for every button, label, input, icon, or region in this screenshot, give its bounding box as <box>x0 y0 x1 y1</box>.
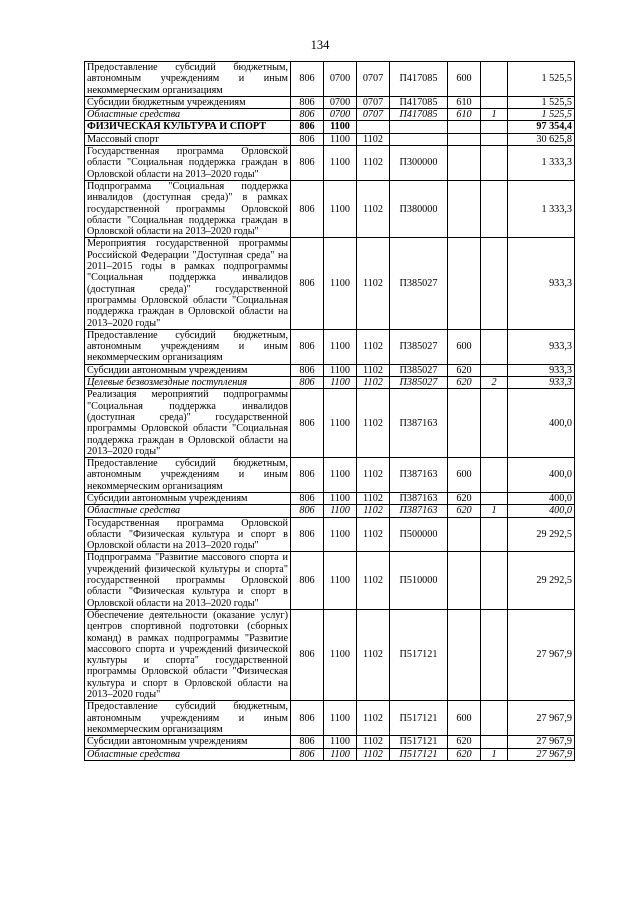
expense-type-code: 620 <box>448 492 481 504</box>
funding-source-code <box>481 133 508 145</box>
row-name: Областные средства <box>85 748 291 760</box>
target-article-code: П517121 <box>390 748 448 760</box>
amount: 1 525,5 <box>508 109 575 121</box>
amount: 30 625,8 <box>508 133 575 145</box>
section-code: 1100 <box>324 517 357 552</box>
subsection-code: 1102 <box>357 238 390 329</box>
amount: 933,3 <box>508 377 575 389</box>
table-row <box>85 389 575 458</box>
funding-source-code <box>481 238 508 329</box>
target-article-code: П517121 <box>390 609 448 700</box>
table-row <box>85 109 575 121</box>
ved-code: 806 <box>291 109 324 121</box>
subsection-code: 1102 <box>357 389 390 458</box>
amount: 400,0 <box>508 505 575 517</box>
subsection-code: 1102 <box>357 609 390 700</box>
expense-type-code <box>448 389 481 458</box>
ved-code: 806 <box>291 146 324 181</box>
amount: 933,3 <box>508 238 575 329</box>
table-row <box>85 364 575 376</box>
section-code: 0700 <box>324 109 357 121</box>
ved-code: 806 <box>291 748 324 760</box>
funding-source-code <box>481 329 508 364</box>
table-row <box>85 609 575 700</box>
table-row <box>85 133 575 145</box>
subsection-code: 1102 <box>357 748 390 760</box>
funding-source-code <box>481 736 508 748</box>
table-row <box>85 736 575 748</box>
funding-source-code <box>481 552 508 609</box>
expense-type-code <box>448 609 481 700</box>
target-article-code: П300000 <box>390 146 448 181</box>
ved-code: 806 <box>291 238 324 329</box>
section-code: 1100 <box>324 736 357 748</box>
ved-code: 806 <box>291 389 324 458</box>
row-name: Государственная программа Орловской области "Социальная поддержка граждан в Орловской области на 2013–2020 годы" <box>85 146 291 181</box>
section-code: 1100 <box>324 389 357 458</box>
amount: 1 525,5 <box>508 96 575 108</box>
section-code: 1100 <box>324 133 357 145</box>
amount: 933,3 <box>508 329 575 364</box>
subsection-code: 1102 <box>357 329 390 364</box>
page-number: 134 <box>310 38 330 52</box>
amount: 400,0 <box>508 389 575 458</box>
target-article-code: П385027 <box>390 377 448 389</box>
subsection-code: 1102 <box>357 701 390 736</box>
table-body <box>85 62 575 761</box>
funding-source-code <box>481 609 508 700</box>
amount: 933,3 <box>508 364 575 376</box>
expense-type-code: 610 <box>448 109 481 121</box>
ved-code: 806 <box>291 133 324 145</box>
table-row <box>85 552 575 609</box>
funding-source-code: 1 <box>481 505 508 517</box>
section-code: 1100 <box>324 458 357 493</box>
amount: 27 967,9 <box>508 609 575 700</box>
row-name: Субсидии автономным учреждениям <box>85 492 291 504</box>
funding-source-code: 2 <box>481 377 508 389</box>
row-name: Мероприятия государственной программы Российской Федерации "Доступная среда" на 2011–2015 годы в рамках подпрограммы "Социальная поддержка инвалидов (доступная среда)" государственной программы Орловской области "Социальная поддержка граждан в Орловской области на 2013–2020 годы" <box>85 238 291 329</box>
ved-code: 806 <box>291 458 324 493</box>
ved-code: 806 <box>291 505 324 517</box>
row-name: Подпрограмма "Социальная поддержка инвалидов (доступная среда)" в рамках государственной программы Орловской области "Социальная поддержка граждан в Орловской области на 2013–2020 годы" <box>85 180 291 237</box>
section-code: 1100 <box>324 377 357 389</box>
funding-source-code <box>481 121 508 133</box>
target-article-code <box>390 121 448 133</box>
expense-type-code: 600 <box>448 458 481 493</box>
amount: 1 333,3 <box>508 180 575 237</box>
expense-type-code: 620 <box>448 736 481 748</box>
amount: 1 525,5 <box>508 62 575 97</box>
subsection-code: 1102 <box>357 146 390 181</box>
amount: 400,0 <box>508 492 575 504</box>
row-name: Субсидии автономным учреждениям <box>85 736 291 748</box>
ved-code: 806 <box>291 329 324 364</box>
section-code: 1100 <box>324 505 357 517</box>
expense-type-code: 600 <box>448 62 481 97</box>
subsection-code <box>357 121 390 133</box>
table-row <box>85 62 575 97</box>
funding-source-code <box>481 517 508 552</box>
target-article-code <box>390 133 448 145</box>
target-article-code: П387163 <box>390 505 448 517</box>
section-code: 1100 <box>324 180 357 237</box>
row-name: Предоставление субсидий бюджетным, автономным учреждениям и иным некоммерческим организациям <box>85 62 291 97</box>
subsection-code: 1102 <box>357 377 390 389</box>
expense-type-code: 610 <box>448 96 481 108</box>
expense-type-code <box>448 121 481 133</box>
target-article-code: П517121 <box>390 736 448 748</box>
target-article-code: П387163 <box>390 458 448 493</box>
funding-source-code <box>481 146 508 181</box>
target-article-code: П387163 <box>390 492 448 504</box>
table-row <box>85 329 575 364</box>
amount: 1 333,3 <box>508 146 575 181</box>
target-article-code: П417085 <box>390 96 448 108</box>
row-name: Предоставление субсидий бюджетным, автономным учреждениям и иным некоммерческим организациям <box>85 458 291 493</box>
section-code: 1100 <box>324 701 357 736</box>
target-article-code: П417085 <box>390 109 448 121</box>
row-name: ФИЗИЧЕСКАЯ КУЛЬТУРА И СПОРТ <box>85 121 291 133</box>
amount: 29 292,5 <box>508 517 575 552</box>
subsection-code: 1102 <box>357 492 390 504</box>
row-name: Областные средства <box>85 109 291 121</box>
table-row <box>85 180 575 237</box>
target-article-code: П385027 <box>390 364 448 376</box>
subsection-code: 1102 <box>357 505 390 517</box>
funding-source-code <box>481 62 508 97</box>
amount: 400,0 <box>508 458 575 493</box>
table-row <box>85 517 575 552</box>
section-code: 1100 <box>324 552 357 609</box>
expense-type-code <box>448 180 481 237</box>
funding-source-code <box>481 458 508 493</box>
subsection-code: 1102 <box>357 180 390 237</box>
row-name: Подпрограмма "Развитие массового спорта и учреждений физической культуры и спорта" государственной программы Орловской области "Физическая культура и спорт в Орловской области на 2013–2020 годы" <box>85 552 291 609</box>
ved-code: 806 <box>291 377 324 389</box>
table-row <box>85 458 575 493</box>
ved-code: 806 <box>291 736 324 748</box>
section-code: 0700 <box>324 96 357 108</box>
expense-type-code: 620 <box>448 748 481 760</box>
row-name: Областные средства <box>85 505 291 517</box>
row-name: Субсидии бюджетным учреждениям <box>85 96 291 108</box>
amount: 27 967,9 <box>508 748 575 760</box>
subsection-code: 0707 <box>357 62 390 97</box>
target-article-code: П380000 <box>390 180 448 237</box>
section-code: 1100 <box>324 121 357 133</box>
amount: 27 967,9 <box>508 701 575 736</box>
row-name: Целевые безвозмездные поступления <box>85 377 291 389</box>
row-name: Предоставление субсидий бюджетным, автономным учреждениям и иным некоммерческим организациям <box>85 329 291 364</box>
subsection-code: 1102 <box>357 458 390 493</box>
table-row <box>85 748 575 760</box>
table-row <box>85 238 575 329</box>
row-name: Обеспечение деятельности (оказание услуг) центров спортивной подготовки (сборных команд) в рамках подпрограммы "Развитие массового спорта и учреждений физической культуры и спорта" государственной программы Орловской области "Физическая культура и спорт в Орловской области на 2013–2020 годы" <box>85 609 291 700</box>
amount: 97 354,4 <box>508 121 575 133</box>
section-code: 0700 <box>324 62 357 97</box>
row-name: Субсидии автономным учреждениям <box>85 364 291 376</box>
ved-code: 806 <box>291 517 324 552</box>
target-article-code: П510000 <box>390 552 448 609</box>
section-code: 1100 <box>324 609 357 700</box>
table-row <box>85 96 575 108</box>
ved-code: 806 <box>291 701 324 736</box>
row-name: Массовый спорт <box>85 133 291 145</box>
expense-type-code <box>448 146 481 181</box>
target-article-code: П417085 <box>390 62 448 97</box>
section-code: 1100 <box>324 146 357 181</box>
subsection-code: 1102 <box>357 552 390 609</box>
budget-table <box>84 61 575 761</box>
target-article-code: П517121 <box>390 701 448 736</box>
funding-source-code <box>481 492 508 504</box>
table-row <box>85 146 575 181</box>
target-article-code: П385027 <box>390 329 448 364</box>
target-article-code: П385027 <box>390 238 448 329</box>
expense-type-code: 620 <box>448 505 481 517</box>
subsection-code: 1102 <box>357 517 390 552</box>
funding-source-code <box>481 96 508 108</box>
ved-code: 806 <box>291 121 324 133</box>
funding-source-code <box>481 701 508 736</box>
subsection-code: 1102 <box>357 736 390 748</box>
amount: 29 292,5 <box>508 552 575 609</box>
row-name: Предоставление субсидий бюджетным, автономным учреждениям и иным некоммерческим организациям <box>85 701 291 736</box>
table-row <box>85 701 575 736</box>
table-row <box>85 377 575 389</box>
funding-source-code: 1 <box>481 109 508 121</box>
ved-code: 806 <box>291 609 324 700</box>
expense-type-code: 600 <box>448 701 481 736</box>
section-code: 1100 <box>324 492 357 504</box>
subsection-code: 1102 <box>357 364 390 376</box>
section-code: 1100 <box>324 238 357 329</box>
table-row <box>85 505 575 517</box>
subsection-code: 0707 <box>357 96 390 108</box>
funding-source-code <box>481 180 508 237</box>
table-row <box>85 492 575 504</box>
ved-code: 806 <box>291 180 324 237</box>
funding-source-code: 1 <box>481 748 508 760</box>
ved-code: 806 <box>291 552 324 609</box>
ved-code: 806 <box>291 492 324 504</box>
row-name: Государственная программа Орловской области "Физическая культура и спорт в Орловской области на 2013–2020 годы" <box>85 517 291 552</box>
expense-type-code: 620 <box>448 377 481 389</box>
expense-type-code <box>448 552 481 609</box>
expense-type-code <box>448 133 481 145</box>
row-name: Реализация мероприятий подпрограммы "Социальная поддержка инвалидов (доступная среда)" государственной программы Орловской области "Социальная поддержка граждан в Орловской области на 2013–2020 годы" <box>85 389 291 458</box>
ved-code: 806 <box>291 96 324 108</box>
expense-type-code <box>448 238 481 329</box>
expense-type-code: 600 <box>448 329 481 364</box>
funding-source-code <box>481 364 508 376</box>
expense-type-code <box>448 517 481 552</box>
ved-code: 806 <box>291 62 324 97</box>
funding-source-code <box>481 389 508 458</box>
subsection-code: 0707 <box>357 109 390 121</box>
expense-type-code: 620 <box>448 364 481 376</box>
table-row <box>85 121 575 133</box>
amount: 27 967,9 <box>508 736 575 748</box>
target-article-code: П387163 <box>390 389 448 458</box>
section-code: 1100 <box>324 364 357 376</box>
ved-code: 806 <box>291 364 324 376</box>
target-article-code: П500000 <box>390 517 448 552</box>
section-code: 1100 <box>324 748 357 760</box>
subsection-code: 1102 <box>357 133 390 145</box>
section-code: 1100 <box>324 329 357 364</box>
